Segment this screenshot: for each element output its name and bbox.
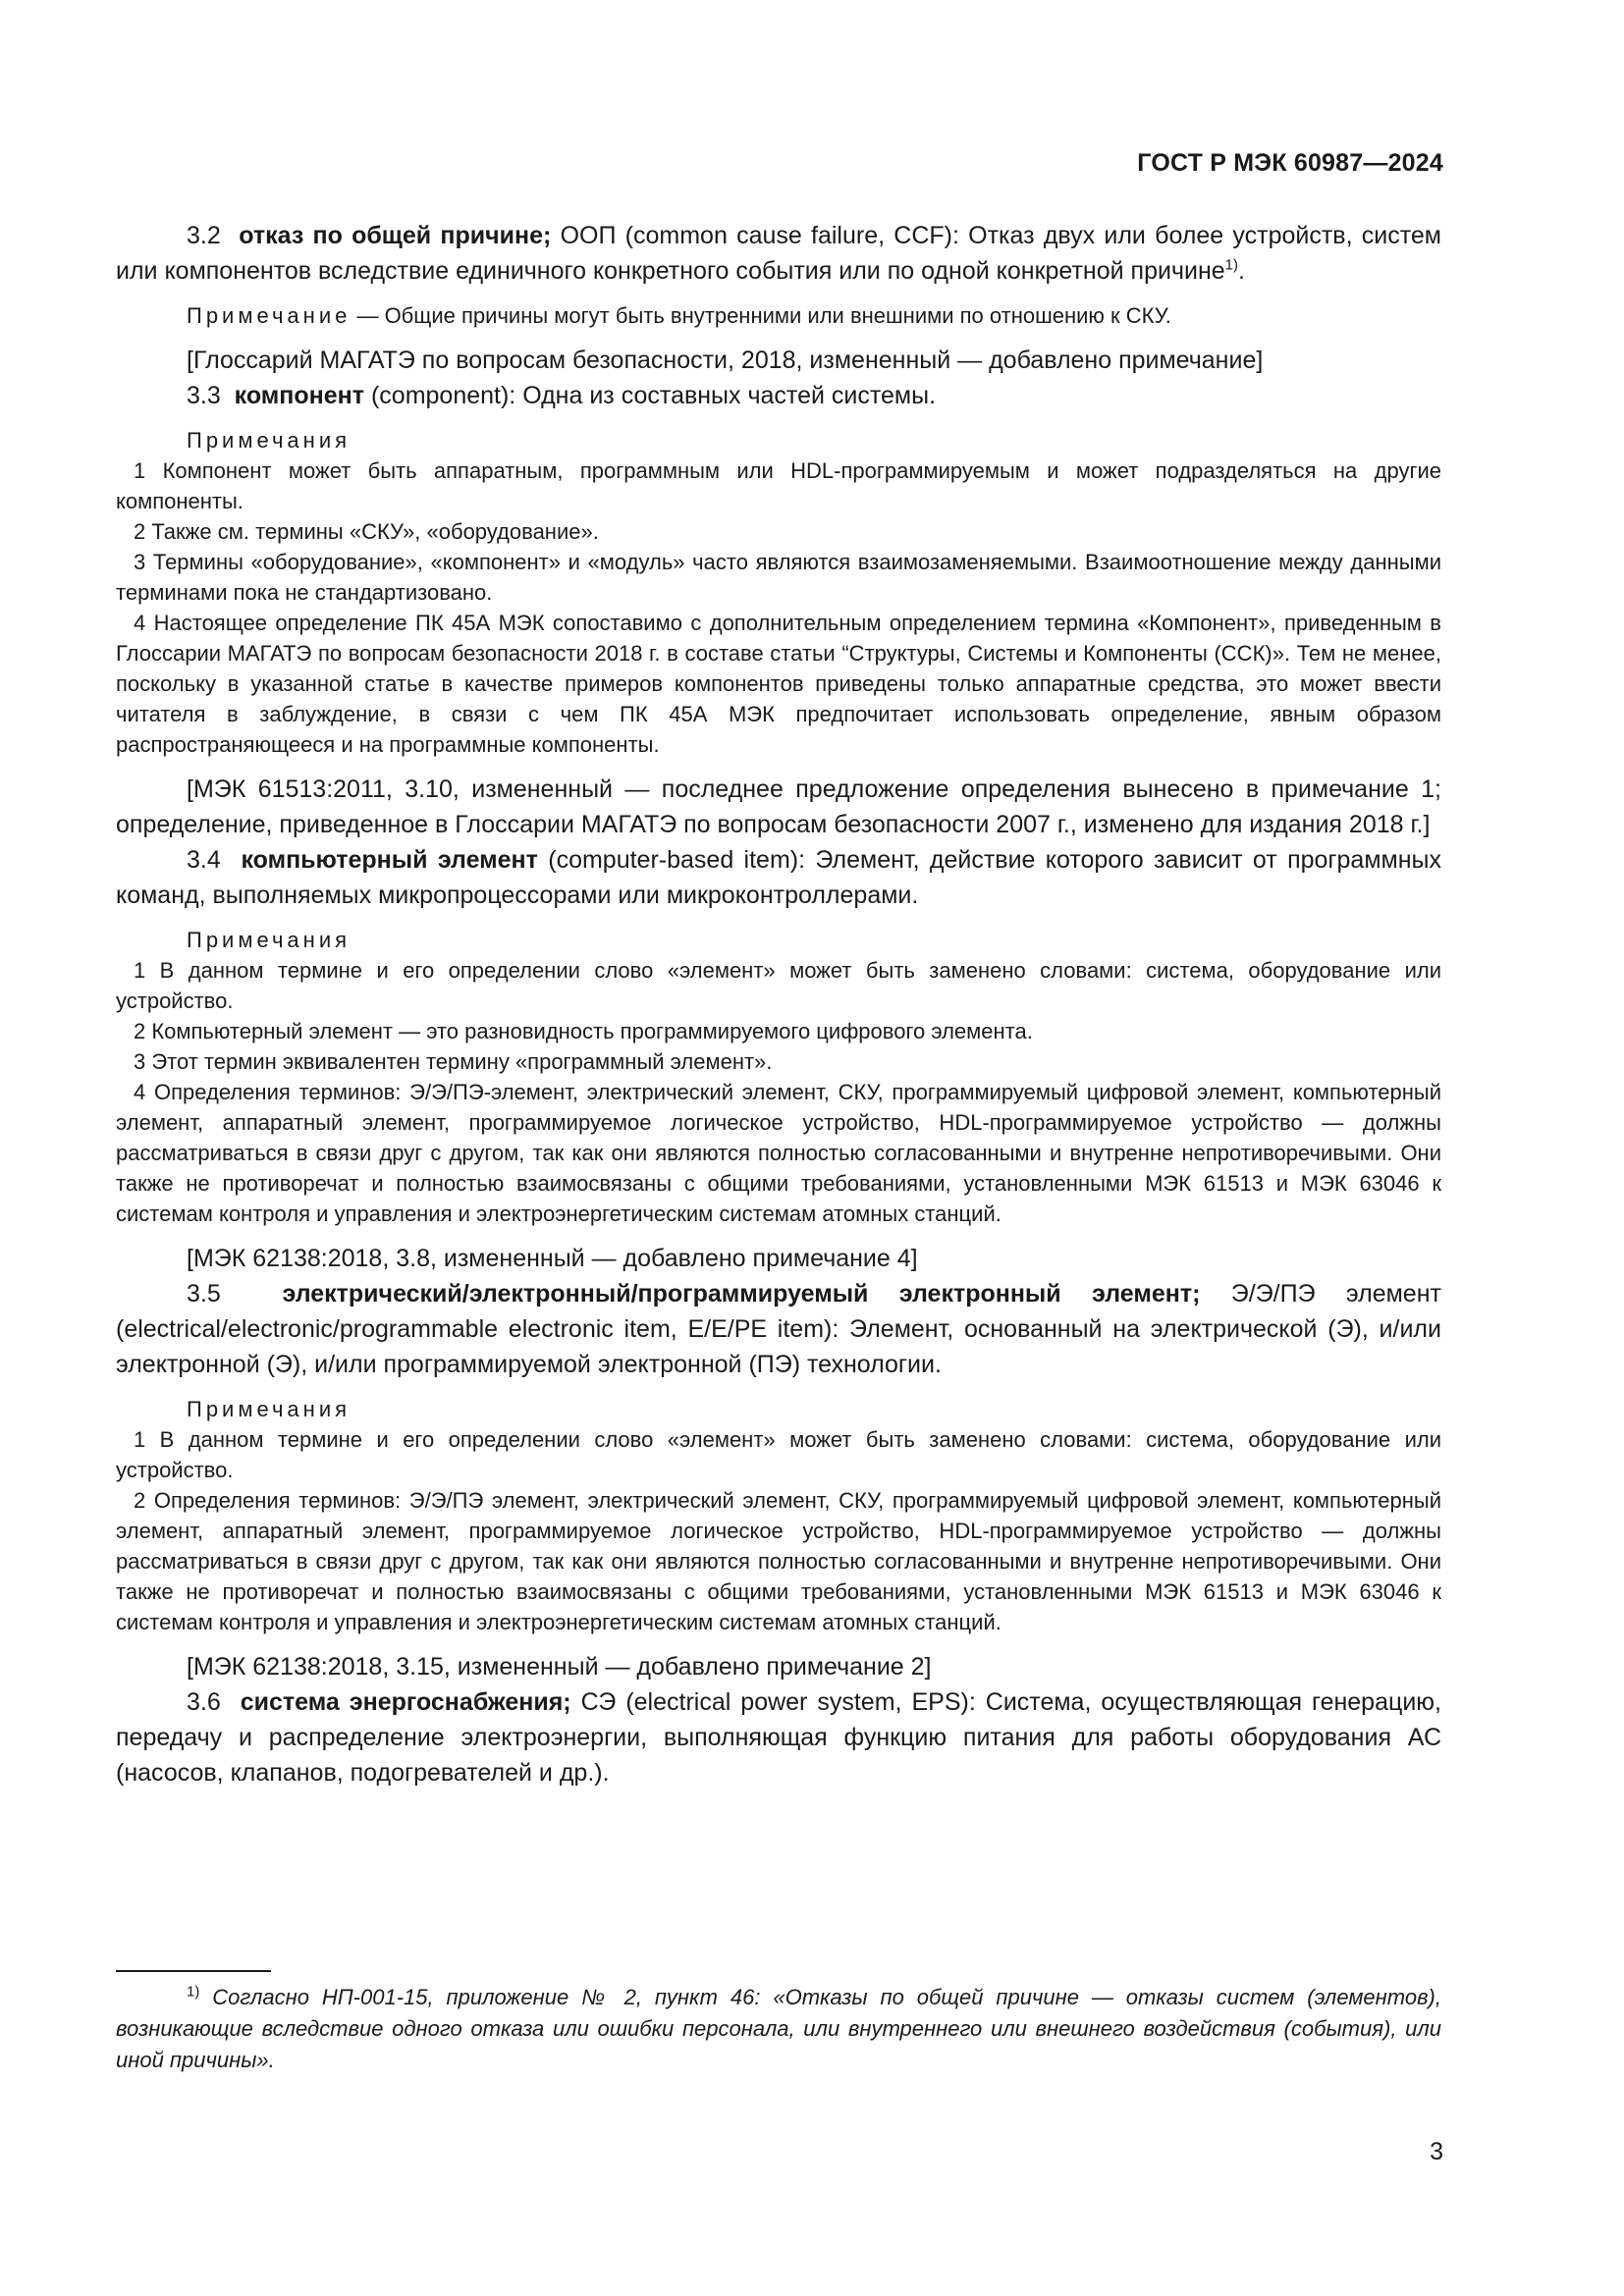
term-3-2: 3.2 отказ по общей причине; ООП (common cause failure, CCF): Отказ двух или более устройств, систем или компонентов вследствие единичного конкретного события или по одной конкретной причине$^{1)}$. bbox=[116, 222, 1441, 285]
term-number: 3.2 bbox=[187, 222, 221, 249]
source-3-3: [МЭК 61513:2011, 3.10, измененный — последнее предложение определения вынесено в примечание 1; определение, приведенное в Глоссарии МАГАТЭ по вопросам безопасности 2007 г., изменено для издания 2018 г.] bbox=[116, 775, 1441, 838]
footnote-ref: 1) bbox=[1224, 256, 1239, 274]
footnote-separator bbox=[116, 1970, 271, 1972]
note-3-2 bbox=[116, 300, 1441, 331]
footnote-text: Согласно НП-001-15, приложение № 2, пункт 46: «Отказы по общей причине — отказы систем (элементов), возникающие вследствие одного отказа или ошибки персонала, или внутреннего или внешнего воздействия (события), или иной причины». bbox=[116, 1985, 1441, 2072]
note-item: 2 Определения терминов: Э/Э/ПЭ элемент, электрический элемент, СКУ, программируемый цифровой элемент, компьютерный элемент, аппаратный элемент, программируемое логическое устройство, HDL-программируемое устройство — должны рассматриваться в связи друг с другом, так как они являются полностью согласованными и внутренне непротиворечивыми. Они также не противоречат и полностью взаимосвязаны с общими требованиями, установленными МЭК 61513 и МЭК 63046 к системам контроля и управления и электроэнергетическим системам атомных станций. bbox=[116, 1488, 1441, 1634]
term-number: 3.3 bbox=[187, 382, 221, 409]
source-3-2: [Глоссарий МАГАТЭ по вопросам безопасности, 2018, измененный — добавлено примечание] bbox=[187, 347, 1264, 374]
note-item: 1 В данном термине и его определении слово «элемент» может быть заменено словами: система, оборудование или устройство. bbox=[116, 958, 1441, 1013]
term-name: система энергоснабжения; bbox=[240, 1688, 571, 1716]
note-item: 1 В данном термине и его определении слово «элемент» может быть заменено словами: система, оборудование или устройство. bbox=[116, 1427, 1441, 1482]
term-3-5 bbox=[116, 1276, 1441, 1382]
term-name: компьютерный элемент bbox=[241, 846, 538, 874]
term-number: 3.5 bbox=[187, 1280, 221, 1308]
note-item: 3 Этот термин эквивалентен термину «программный элемент». bbox=[134, 1049, 773, 1074]
note-text: — Общие причины могут быть внутренними или внешними по отношению к СКУ. bbox=[351, 303, 1171, 328]
term-3-3 bbox=[116, 378, 1441, 413]
footnote bbox=[116, 1982, 1441, 2076]
notes-label: Примечания bbox=[187, 928, 352, 952]
notes-label: Примечания bbox=[187, 1397, 352, 1421]
source-3-4: [МЭК 62138:2018, 3.8, измененный — добавлено примечание 4] bbox=[187, 1245, 918, 1272]
note-item: 4 Определения терминов: Э/Э/ПЭ-элемент, электрический элемент, СКУ, программируемый цифровой элемент, компьютерный элемент, аппаратный элемент, программируемое логическое устройство, HDL-программируемое устройство — должны рассматриваться в связи друг с другом, так как они являются полностью согласованными и внутренне непротиворечивыми. Они также не противоречат и полностью взаимосвязаны с общими требованиями, установленными МЭК 61513 и МЭК 63046 к системам контроля и управления и электроэнергетическим системам атомных станций. bbox=[116, 1080, 1441, 1226]
note-item: 4 Настоящее определение ПК 45А МЭК сопоставимо с дополнительным определением термина «Компонент», приведенным в Глоссарии МАГАТЭ по вопросам безопасности 2018 г. в составе статьи “Структуры, Системы и Компоненты (ССК)». Тем не менее, поскольку в указанной статье в качестве примеров компонентов приведены только аппаратные средства, это может ввести читателя в заблуждение, в связи с чем ПК 45А МЭК предпочитает использовать определение, явным образом распространяющееся и на программные компоненты. bbox=[116, 611, 1441, 757]
note-label: Примечание bbox=[187, 303, 352, 328]
standard-header: ГОСТ Р МЭК 60987—2024 bbox=[1137, 149, 1443, 177]
note-item: 1 Компонент может быть аппаратным, программным или HDL-программируемым и может подразделяться на другие компоненты. bbox=[116, 458, 1441, 513]
term-name: электрический/электронный/программируемый электронный элемент; bbox=[282, 1280, 1201, 1308]
page-number: 3 bbox=[1430, 2138, 1443, 2165]
term-name: компонент bbox=[234, 382, 365, 409]
source-3-5: [МЭК 62138:2018, 3.15, измененный — добавлено примечание 2] bbox=[187, 1653, 932, 1681]
term-3-6 bbox=[116, 1684, 1441, 1790]
term-definition: (component): Одна из составных частей системы. bbox=[364, 382, 937, 409]
term-definition: ООП (common cause failure, CCF): Отказ двух или более устройств, систем или компонентов вследствие единичного конкретного события или по одной конкретной причине bbox=[116, 222, 1441, 285]
term-definition: Э/Э/ПЭ элемент (electrical/electronic/programmable electronic item, E/E/PE item): Элемент, основанный на электрической (Э), и/или электронной (Э), и/или программируемой электронной (ПЭ) технологии. bbox=[116, 1280, 1441, 1378]
term-number: 3.6 bbox=[187, 1688, 221, 1716]
term-definition: (computer-based item): Элемент, действие которого зависит от программных команд, выполняемых микропроцессорами или микроконтроллерами. bbox=[116, 846, 1441, 909]
term-3-4 bbox=[116, 842, 1441, 913]
note-item: 3 Термины «оборудование», «компонент» и «модуль» часто являются взаимозаменяемыми. Взаимоотношение между данными терминами пока не стандартизовано. bbox=[116, 550, 1441, 605]
term-number: 3.4 bbox=[187, 846, 221, 874]
note-item: 2 Компьютерный элемент — это разновидность программируемого цифрового элемента. bbox=[134, 1019, 1033, 1043]
footnote-mark: 1) bbox=[187, 1983, 200, 2001]
notes-label: Примечания bbox=[187, 428, 352, 453]
term-definition: СЭ (electrical power system, EPS): Система, осуществляющая генерацию, передачу и распределение электроэнергии, выполняющая функцию питания для работы оборудования АС (насосов, клапанов, подогревателей и др.). bbox=[116, 1688, 1441, 1787]
page-content bbox=[116, 218, 1441, 1790]
term-name: отказ по общей причине; bbox=[239, 222, 552, 249]
note-item: 2 Также см. термины «СКУ», «оборудование». bbox=[134, 519, 599, 544]
